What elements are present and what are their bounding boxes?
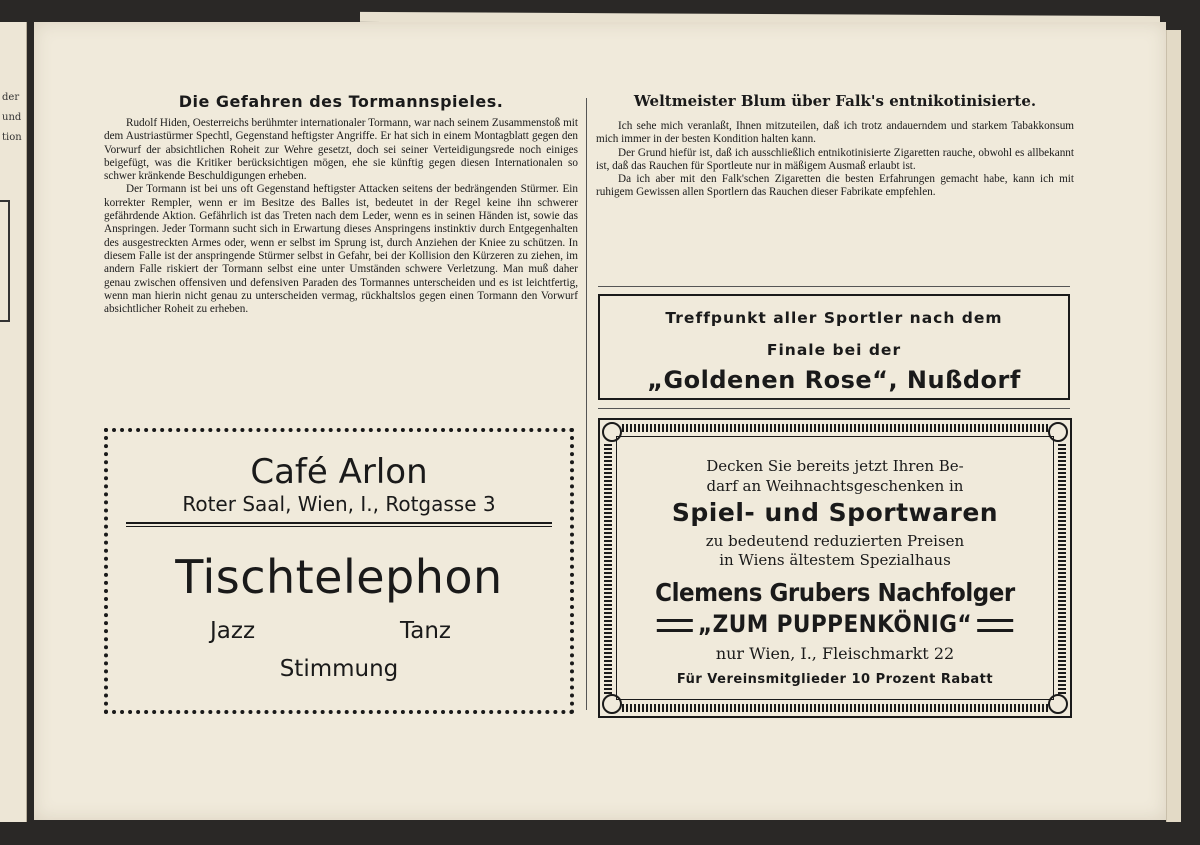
background-bottom [0, 822, 1200, 845]
toys-price-text [600, 532, 1070, 570]
cafe-double-rule [126, 522, 552, 527]
separator-line [598, 286, 1070, 287]
left-article-paragraph: Rudolf Hiden, Oesterreichs berühmter internationaler Tormann, war nach seinem Zusammenstoß mit dem Austriastürmer Spechtl, Gegenstand heftigster Angriffe. Er hat sich in einem Montagblatt gegen den Vorwurf der absichtlichen Roheit zur Wehre gesetzt, doch sei seiner Verteidigungsrede noch einiges beigefügt, was die Kritiker berücksichtigen mögen, ehe sie künftig gegen diesen Internationalen so schwer kränkende Beschuldigungen erheben. [104, 117, 578, 183]
rose-line-1: Treffpunkt aller Sportler nach dem [665, 309, 1003, 327]
rose-line-3: „Goldenen Rose“, Nußdorf [647, 366, 1021, 394]
toys-shop-name-row [624, 610, 1047, 638]
cafe-word-jazz: Jazz [210, 618, 256, 644]
toys-intro [600, 456, 1070, 496]
cafe-address: Roter Saal, Wien, I., Rotgasse 3 [182, 492, 496, 516]
page-edge [1166, 30, 1181, 822]
toys-address: nur Wien, I., Fleischmarkt 22 [715, 644, 955, 663]
right-article [596, 92, 1074, 200]
toys-intro-line-2: darf an Weihnachtsgeschenken in [706, 477, 964, 495]
toys-price-line-2: in Wiens ältestem Spezialhaus [719, 551, 951, 569]
left-article-title: Die Gefahren des Tormannspieles. [178, 92, 504, 111]
right-article-title: Weltmeister Blum über Falk's entnikotinisierte. [633, 92, 1037, 110]
left-page-word: und [2, 112, 22, 123]
border-hatching [622, 424, 1048, 432]
left-article-paragraph: Der Tormann ist bei uns oft Gegenstand heftigster Attacken seitens der bedrängenden Stürmer. Ein korrekter Rempler, wenn er im Besitze des Balles ist, bedeutet in der Regel keine ihn schwerer gefährdende Aktion. Gefährlich ist das Treten nach dem Leder, wenn es in seinen Händen ist, sowie das Anspringen. Jeder Tormann sucht sich in Erwartung dieses Anspringens instinktiv durch Entgegenhalten des ausgestreckten Armes oder, wenn er selbst im Sprung ist, durch Anziehen der Kniee zu schützen. In diesem Falle ist der anspringende Stürmer selbst in Gefahr, bei der Kollision den Kürzeren zu ziehen, im andern Falle riskiert der Tormann selbst eine unter Umständen schwere Verletzung. Man muß daher genau zwischen offensiven und defensiven Paraden des Tormannes unterscheiden und es ist leichtfertig, wenn man hierin nicht genau zu unterscheiden vermag, rückhaltslos gegen einen Tormann den Vorwurf absichtlicher Roheit zu erheben. [104, 183, 578, 316]
border-hatching [622, 704, 1048, 712]
left-page-word: der [2, 92, 20, 103]
rose-line-2: Finale bei der [766, 341, 902, 359]
toys-shop-name: „ZUM PUPPENKÖNIG“ [697, 610, 973, 638]
toys-intro-line-1: Decken Sie bereits jetzt Ihren Be- [706, 457, 964, 475]
left-page-word: tion [2, 132, 22, 143]
decorative-bar [977, 619, 1013, 632]
cafe-name: Café Arlon [250, 452, 428, 492]
cafe-word-stimmung: Stimmung [279, 656, 399, 682]
toys-company: Clemens Grubers Nachfolger [655, 578, 1015, 607]
right-article-paragraph: Da ich aber mit den Falk'schen Zigaretten die besten Erfahrungen gemacht habe, kann ich mit ruhigem Gewissen allen Sportlern das Rauchen dieser Fabrikate empfehlen. [596, 173, 1074, 199]
separator-line [598, 408, 1070, 409]
column-divider [586, 98, 587, 710]
goldene-rose-advertisement [598, 294, 1070, 400]
toys-discount: Für Vereinsmitglieder 10 Prozent Rabatt [676, 672, 994, 687]
cafe-arlon-advertisement [104, 428, 574, 714]
left-article [104, 92, 578, 316]
cafe-word-tanz: Tanz [400, 618, 451, 644]
left-page-box [0, 200, 10, 322]
toys-headline: Spiel- und Sportwaren [671, 498, 999, 527]
left-page-fragment [0, 22, 27, 822]
toys-price-line-1: zu bedeutend reduzierten Preisen [705, 532, 965, 550]
cafe-headline: Tischtelephon [175, 550, 503, 604]
right-article-paragraph: Der Grund hiefür ist, daß ich ausschließlich entnikotinisierte Zigaretten rauche, obwohl es allbekannt ist, daß das Rauchen für Sportleute nur in mäßigem Ausmaß erlaubt ist. [596, 146, 1074, 172]
right-article-paragraph: Ich sehe mich veranlaßt, Ihnen mitzuteilen, daß ich trotz andauerndem und starkem Tabakkonsum mich immer in der besten Kondition halten kann. [596, 120, 1074, 146]
puppenkoenig-advertisement [598, 418, 1072, 718]
decorative-bar [657, 619, 693, 632]
